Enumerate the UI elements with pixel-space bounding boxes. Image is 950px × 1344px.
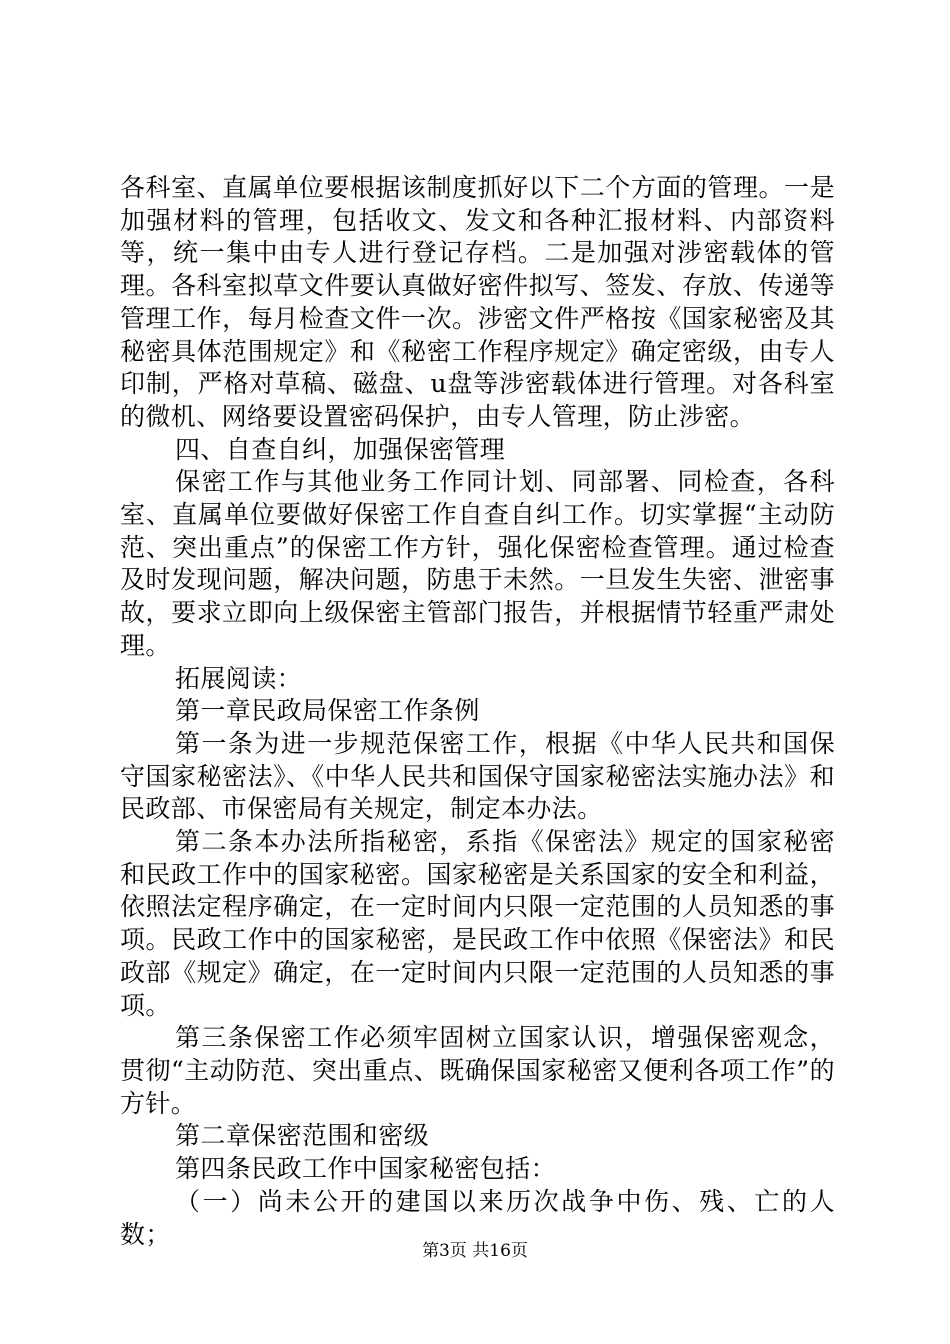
chapter-two-heading: 第二章保密范围和密级 bbox=[175, 1121, 430, 1151]
article-three: 第三条保密工作必须牢固树立国家认识，增强保密观念，贯彻“主动防范、突出重点、既确保国家秘密又便利各项工作”的方针。 bbox=[120, 1023, 835, 1118]
paragraph-intro: 各科室、直属单位要根据该制度抓好以下二个方面的管理。一是加强材料的管理，包括收文、发文和各种汇报材料、内部资料等，统一集中由专人进行登记存档。二是加强对涉密载体的管理。各科室拟草文件要认真做好密件拟写、签发、存放、传递等管理工作，每月检查文件一次。涉密文件严格按《国家秘密及其秘密具体范围规定》和《秘密工作程序规定》确定密级，由专人印制，严格对草稿、磁盘、u盘等涉密载体进行管理。对各科室的微机、网络要设置密码保护，由专人管理，防止涉密。 bbox=[120, 173, 835, 431]
paragraph-self-inspection: 保密工作与其他业务工作同计划、同部署、同检查，各科室、直属单位要做好保密工作自查自纠工作。切实掌握“主动防范、突出重点”的保密工作方针，强化保密检查管理。通过检查及时发现问题，解决问题，防患于未然。一旦发生失密、泄密事故，要求立即向上级保密主管部门报告，并根据情节轻重严肃处理。 bbox=[120, 467, 835, 660]
article-four-item-one: （一）尚未公开的建国以来历次战争中伤、残、亡的人数； bbox=[120, 1186, 835, 1249]
article-two: 第二条本办法所指秘密，系指《保密法》规定的国家秘密和民政工作中的国家秘密。国家秘密是关系国家的安全和利益，依照法定程序确定，在一定时间内只限一定范围的人员知悉的事项。民政工作中的国家秘密，是民政工作中依照《保密法》和民政部《规定》确定，在一定时间内只限一定范围的人员知悉的事项。 bbox=[120, 827, 835, 1020]
article-four: 第四条民政工作中国家秘密包括： bbox=[175, 1154, 557, 1184]
article-one: 第一条为进一步规范保密工作，根据《中华人民共和国保守国家秘密法》、《中华人民共和国保守国家秘密法实施办法》和民政部、市保密局有关规定，制定本办法。 bbox=[120, 728, 835, 824]
section-heading-self-inspection: 四、自查自纠，加强保密管理 bbox=[175, 434, 506, 464]
document-body bbox=[120, 172, 835, 1251]
page-number: 第3页 共16页 bbox=[422, 1241, 528, 1261]
page-footer bbox=[0, 1240, 950, 1262]
extended-reading-label: 拓展阅读： bbox=[175, 663, 303, 693]
chapter-one-heading: 第一章民政局保密工作条例 bbox=[175, 696, 480, 726]
